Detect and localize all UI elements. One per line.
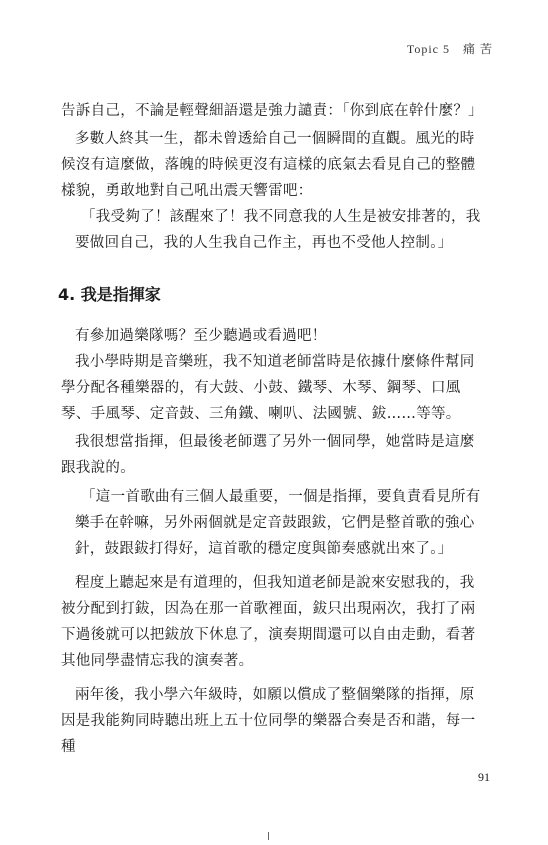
paragraph: 告訴自己，不論是輕聲細語還是強力譴責：「你到底在幹什麼？」 bbox=[61, 103, 483, 119]
crop-mark bbox=[268, 832, 269, 840]
section-heading: 4. 我是指揮家 bbox=[58, 285, 161, 304]
paragraph: 我很想當指揮，但最後老師選了另外一個同學，她當時是這麼跟我說的。 bbox=[61, 434, 475, 476]
paragraph: 兩年後，我小學六年級時，如願以償成了整個樂隊的指揮，原因是我能夠同時聽出班上五十位同學的樂器合奏是否和諧，每一種 bbox=[61, 687, 476, 755]
paragraph: 程度上聽起來是有道理的，但我知道老師是說來安慰我的，我被分配到打鈸，因為在那一首歌裡面，鈸只出現兩次，我打了兩下過後就可以把鈸放下休息了，演奏期間還可以自由走動，看著其他同學盡情忘我的演奏著。 bbox=[61, 575, 476, 669]
paragraph: 有參加過樂隊嗎？至少聽過或看過吧！ bbox=[75, 328, 327, 344]
paragraph: 我小學時期是音樂班，我不知道老師當時是依據什麼條件幫同學分配各種樂器的，有大鼓、小鼓、鐵琴、木琴、鋼琴、口風琴、手風琴、定音鼓、三角鐵、喇叭、法國號、鈸……等等。 bbox=[61, 354, 475, 422]
quote-paragraph: 「我受夠了！該醒來了！我不同意我的人生是被安排著的，我要做回自己，我的人生我自己作主，再也不受他人控制。」 bbox=[75, 209, 481, 251]
paragraph: 多數人終其一生，都未曾透給自己一個瞬間的直觀。風光的時候沒有這麼做，落魄的時候更沒有這樣的底氣去看見自己的整體樣貌，勇敢地對自己吼出震天響雷吧： bbox=[61, 131, 476, 199]
running-header: Topic 5 痛 苦 bbox=[406, 42, 493, 56]
quote-paragraph: 「這一首歌曲有三個人最重要，一個是指揮，要負責看見所有樂手在幹嘛，另外兩個就是定音鼓跟鈸，它們是整首歌的強心針，鼓跟鈸打得好，這首歌的穩定度與節奏感就出來了。」 bbox=[75, 489, 481, 557]
page-number: 91 bbox=[478, 770, 490, 784]
